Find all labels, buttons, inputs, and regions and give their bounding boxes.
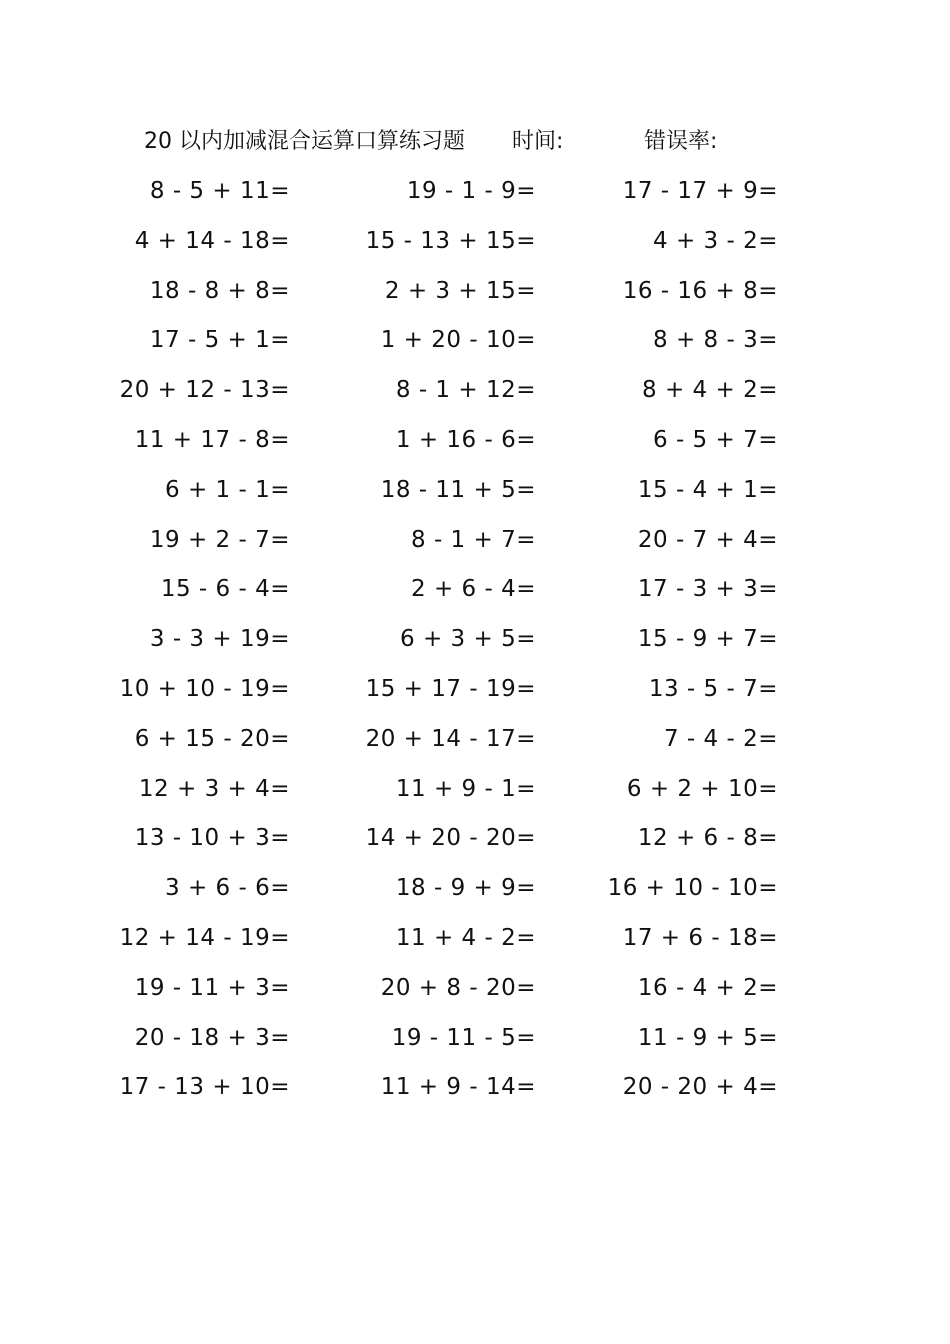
math-problem: 1 + 20 - 10= bbox=[380, 327, 536, 354]
math-problem: 8 + 8 - 3= bbox=[653, 327, 778, 354]
math-problem: 18 - 9 + 9= bbox=[395, 875, 536, 902]
worksheet-title: 20 以内加减混合运算口算练习题 bbox=[144, 129, 465, 154]
math-problem: 14 + 20 - 20= bbox=[365, 825, 536, 852]
math-problem: 1 + 16 - 6= bbox=[395, 426, 536, 453]
math-problem: 19 - 1 - 9= bbox=[406, 178, 536, 204]
math-problem: 6 + 2 + 10= bbox=[626, 775, 778, 802]
math-problem: 17 - 5 + 1= bbox=[149, 327, 290, 354]
math-problem: 18 - 8 + 8= bbox=[149, 277, 290, 304]
math-problem: 11 + 9 - 1= bbox=[395, 775, 536, 802]
problem-row bbox=[0, 670, 950, 720]
problem-row bbox=[0, 172, 950, 222]
math-problem: 11 + 9 - 14= bbox=[380, 1074, 536, 1101]
math-problem: 17 - 17 + 9= bbox=[622, 178, 778, 204]
math-problem: 8 - 1 + 12= bbox=[395, 377, 536, 404]
problem-row bbox=[0, 321, 950, 371]
math-problem: 11 + 17 - 8= bbox=[134, 426, 290, 453]
math-problem: 15 - 4 + 1= bbox=[637, 476, 778, 503]
math-problem: 8 - 5 + 11= bbox=[149, 178, 290, 204]
math-problem: 19 - 11 - 5= bbox=[391, 1024, 536, 1051]
math-problem: 20 + 8 - 20= bbox=[380, 974, 536, 1001]
math-problem: 6 - 5 + 7= bbox=[653, 426, 778, 453]
math-problem: 6 + 1 - 1= bbox=[165, 476, 290, 503]
problem-row bbox=[0, 969, 950, 1019]
math-problem: 15 - 13 + 15= bbox=[365, 227, 536, 254]
problem-row bbox=[0, 371, 950, 421]
math-problem: 6 + 15 - 20= bbox=[134, 725, 290, 752]
problem-row bbox=[0, 620, 950, 670]
math-problem: 20 - 7 + 4= bbox=[637, 526, 778, 553]
math-problem: 3 + 6 - 6= bbox=[165, 875, 290, 902]
math-problem: 8 + 4 + 2= bbox=[642, 377, 778, 404]
problem-row bbox=[0, 570, 950, 620]
math-problem: 12 + 14 - 19= bbox=[119, 924, 290, 951]
math-problem: 3 - 3 + 19= bbox=[149, 626, 290, 653]
math-problem: 20 + 14 - 17= bbox=[365, 725, 536, 752]
math-problem: 16 - 4 + 2= bbox=[637, 974, 778, 1001]
problem-row bbox=[0, 819, 950, 869]
math-problem: 20 - 18 + 3= bbox=[134, 1024, 290, 1051]
math-problem: 8 - 1 + 7= bbox=[411, 526, 536, 553]
math-problem: 16 - 16 + 8= bbox=[622, 277, 778, 304]
math-problem: 4 + 14 - 18= bbox=[134, 227, 290, 254]
problem-row bbox=[0, 770, 950, 820]
time-label: 时间: bbox=[512, 129, 564, 154]
problem-row bbox=[0, 919, 950, 969]
math-problem: 20 + 12 - 13= bbox=[119, 377, 290, 404]
problem-row bbox=[0, 1068, 950, 1118]
math-problem: 2 + 6 - 4= bbox=[411, 576, 536, 603]
math-problem: 19 + 2 - 7= bbox=[149, 526, 290, 553]
math-problem: 17 + 6 - 18= bbox=[622, 924, 778, 951]
math-problem: 4 + 3 - 2= bbox=[653, 227, 778, 254]
problem-row bbox=[0, 222, 950, 272]
math-problem: 15 + 17 - 19= bbox=[365, 675, 536, 702]
math-problem: 12 + 3 + 4= bbox=[138, 775, 290, 802]
problem-row bbox=[0, 421, 950, 471]
problem-grid bbox=[0, 172, 950, 1118]
math-problem: 16 + 10 - 10= bbox=[607, 875, 778, 902]
worksheet-header bbox=[0, 124, 950, 160]
math-problem: 17 - 13 + 10= bbox=[119, 1074, 290, 1101]
problem-row bbox=[0, 1019, 950, 1069]
math-problem: 11 + 4 - 2= bbox=[395, 924, 536, 951]
math-problem: 12 + 6 - 8= bbox=[637, 825, 778, 852]
math-problem: 13 - 10 + 3= bbox=[134, 825, 290, 852]
math-problem: 15 - 9 + 7= bbox=[637, 626, 778, 653]
problem-row bbox=[0, 720, 950, 770]
math-problem: 20 - 20 + 4= bbox=[622, 1074, 778, 1101]
math-problem: 18 - 11 + 5= bbox=[380, 476, 536, 503]
math-problem: 2 + 3 + 15= bbox=[384, 277, 536, 304]
problem-row bbox=[0, 869, 950, 919]
math-problem: 10 + 10 - 19= bbox=[119, 675, 290, 702]
math-problem: 13 - 5 - 7= bbox=[648, 675, 778, 702]
math-problem: 11 - 9 + 5= bbox=[637, 1024, 778, 1051]
math-problem: 6 + 3 + 5= bbox=[400, 626, 536, 653]
math-problem: 15 - 6 - 4= bbox=[160, 576, 290, 603]
error-rate-label: 错误率: bbox=[644, 129, 718, 154]
problem-row bbox=[0, 521, 950, 571]
problem-row bbox=[0, 471, 950, 521]
math-problem: 7 - 4 - 2= bbox=[663, 725, 778, 752]
math-problem: 17 - 3 + 3= bbox=[637, 576, 778, 603]
math-problem: 19 - 11 + 3= bbox=[134, 974, 290, 1001]
problem-row bbox=[0, 272, 950, 322]
